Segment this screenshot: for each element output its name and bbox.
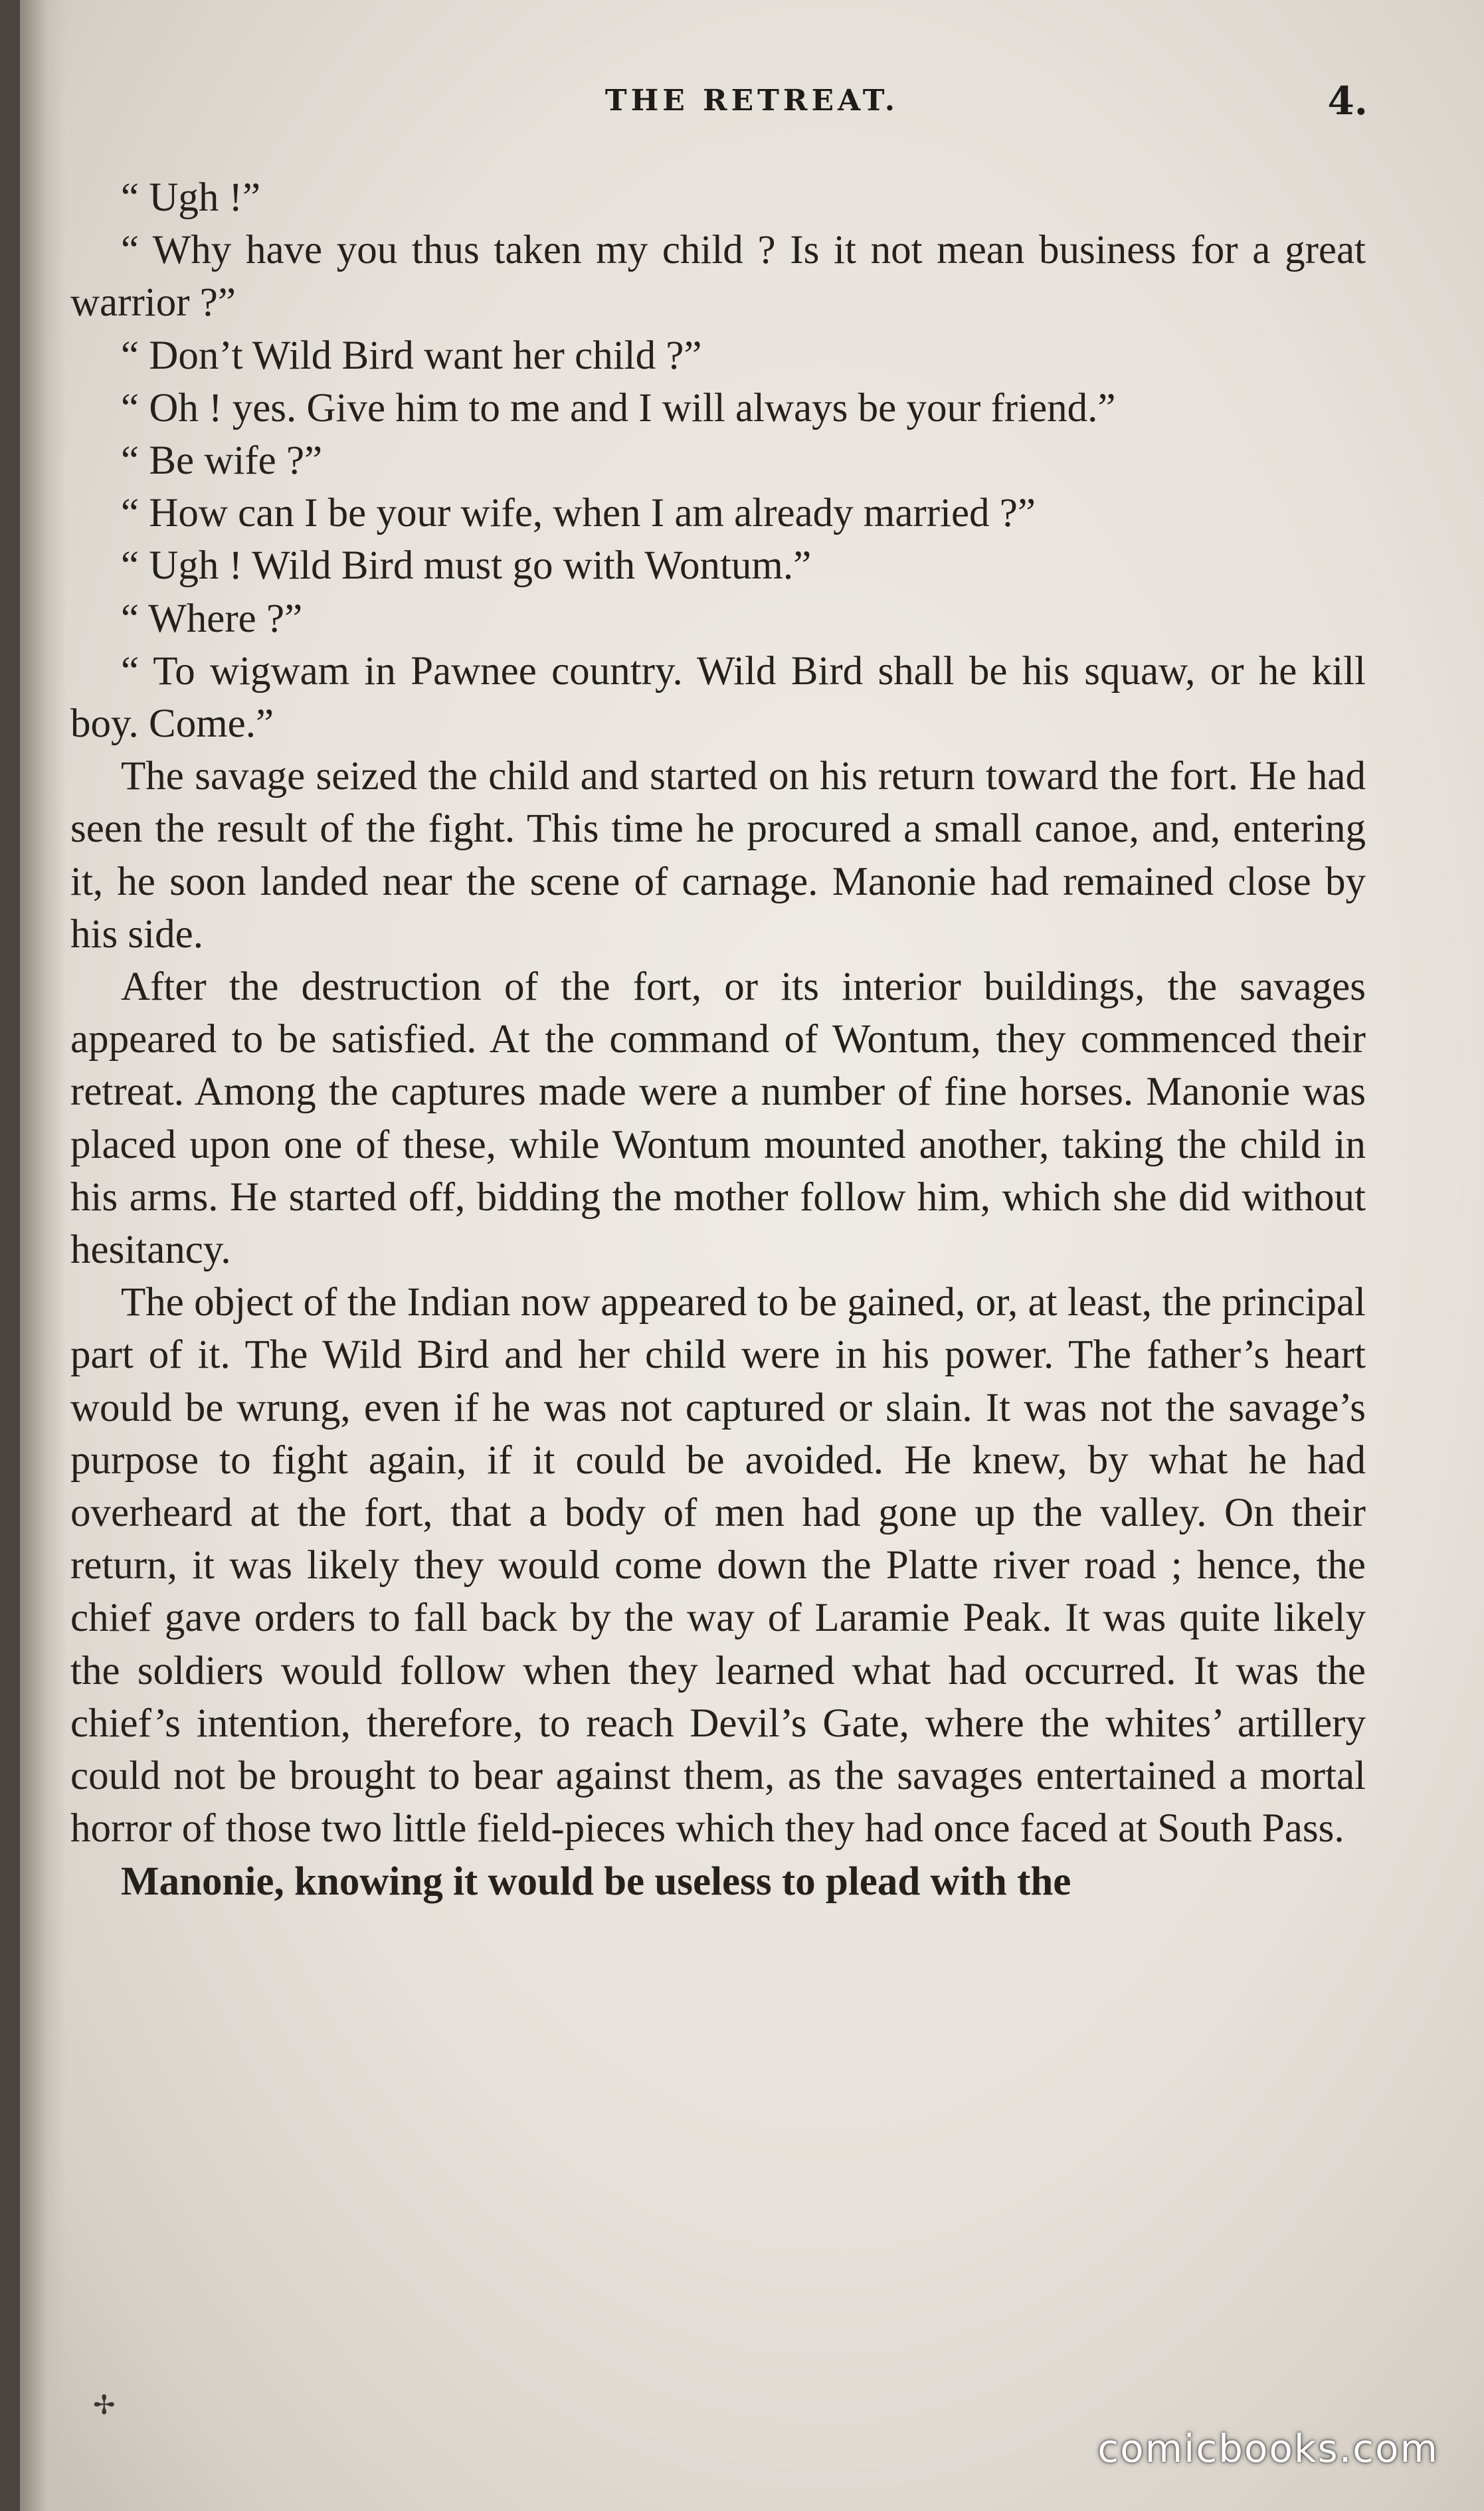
paragraph: “ Be wife ?” (121, 438, 323, 484)
paragraph: “ To wigwam in Pawnee country. Wild Bird shall be his squaw, or he kill boy. Come.” (70, 648, 1366, 747)
page-header (20, 78, 1484, 132)
book-page (20, 0, 1484, 2511)
paragraph: “ Where ?” (121, 596, 303, 641)
paragraph: “ Why have you thus taken my child ? Is it not mean business for a great warrior ?” (70, 228, 1366, 326)
ink-speck-icon: ✢ (93, 2390, 116, 2421)
book-spine-shadow (20, 0, 66, 2511)
paragraph: “ How can I be your wife, when I am already married ?” (121, 491, 1036, 536)
running-title: THE RETREAT. (604, 84, 899, 118)
paragraph: The savage seized the child and started on his return toward the fort. He had seen the result of the fight. This time he procured a small canoe, and, entering it, he soon landed near the scene of carnage. Manonie had remained close by his side. (70, 754, 1366, 957)
paragraph: “ Ugh ! Wild Bird must go with Wontum.” (121, 543, 812, 589)
watermark: comicbooks.com (1097, 2426, 1439, 2471)
page-number: 4. (1327, 78, 1368, 124)
body-text (70, 171, 1366, 1908)
paragraph: “ Ugh !” (121, 175, 261, 220)
paragraph: “ Don’t Wild Bird want her child ?” (121, 333, 702, 378)
paragraph: Manonie, knowing it would be useless to plead with the (121, 1859, 1071, 1904)
paragraph: After the destruction of the fort, or its interior buildings, the savages appeared to be satisfied. At the command of Wontum, they commenced their retreat. Among the captures made were a number of fine horses. Manonie was placed upon one of these, while Wontum mounted another, taking the child in his arms. He started off, bidding the mother follow him, which she did without hesitancy. (70, 965, 1366, 1273)
paragraph: “ Oh ! yes. Give him to me and I will always be your friend.” (121, 385, 1116, 430)
paragraph: The object of the Indian now appeared to be gained, or, at least, the principal part of it. The Wild Bird and her child were in his power. The father’s heart would be wrung, even if he was not captured or slain. It was not the savage’s purpose to fight again, if it could be avoided. He knew, by what he had overheard at the fort, that a body of men had gone up the valley. On their return, it was likely they would come down the Platte river road ; hence, the chief gave orders to fall back by the way of Laramie Peak. It was quite likely the soldiers would follow when they learned what had occurred. It was the chief’s intention, therefore, to reach Devil’s Gate, where the whites’ artillery could not be brought to bear against them, as the savages entertained a mortal horror of those two little field-pieces which they had once faced at South Pass. (70, 1280, 1366, 1851)
